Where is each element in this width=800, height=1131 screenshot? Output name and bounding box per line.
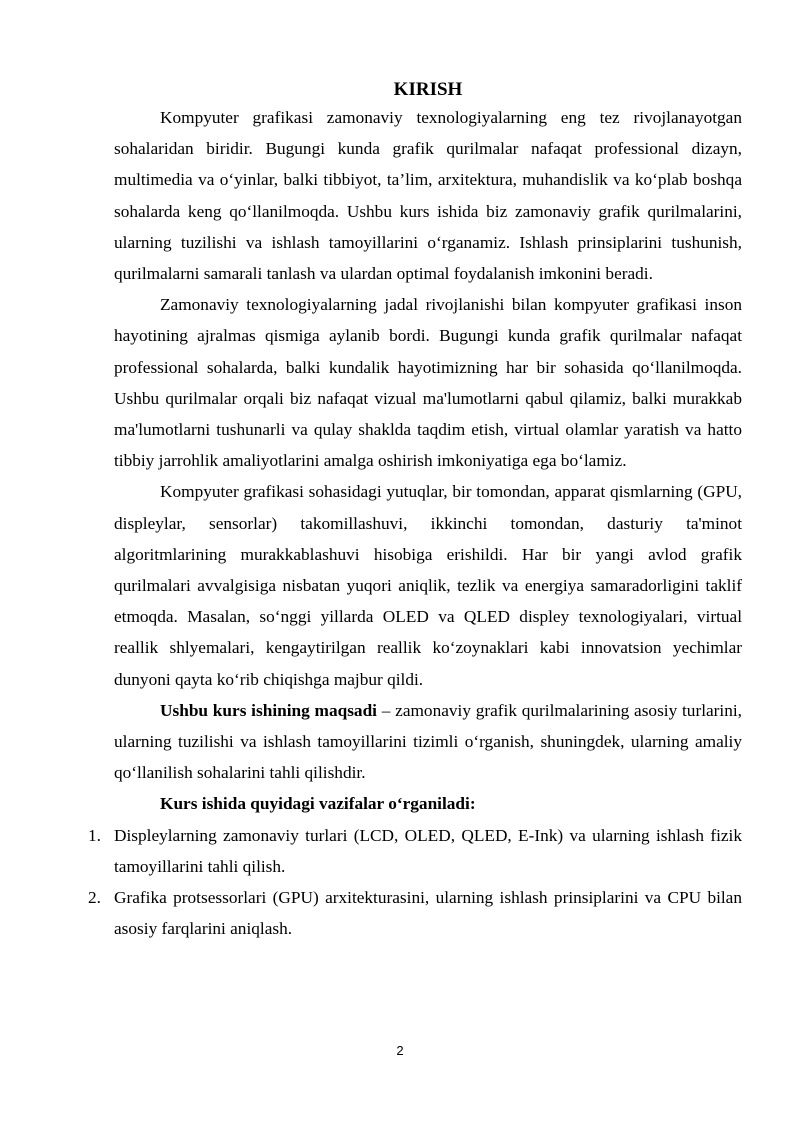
goal-label: Ushbu kurs ishining maqsadi <box>160 700 377 720</box>
goal-text: – zamonaviy grafik qurilmalarining asosiy turlarini, ularning tuzilishi va ishlash tamoyillarini tizimli o‘rganish, shuningdek, ularning amaliy qo‘llanilish sohalarini tahli qilishdir. <box>114 700 742 783</box>
section-title: KIRISH <box>393 79 463 100</box>
list-item-number: 1. <box>88 825 101 845</box>
list-item <box>88 882 742 944</box>
tasks-list <box>88 820 742 945</box>
tasks-heading: Kurs ishida quyidagi vazifalar o‘rganiladi: <box>160 794 476 814</box>
paragraph-1: Kompyuter grafikasi zamonaviy texnologiyalarning eng tez rivojlanayotgan sohalaridan biridir. Bugungi kunda grafik qurilmalar nafaqat professional dizayn, multimedia va o‘yinlar, balki tibbiyot, ta’lim, arxitektura, muhandislik va ko‘plab boshqa sohalarda keng qo‘llanilmoqda. Ushbu kurs ishida biz zamonaviy grafik qurilmalarini, ularning tuzilishi va ishlash tamoyillarini o‘rganamiz. Ishlash prinsiplarini tushunish, qurilmalarni samarali tanlash va ulardan optimal foydalanish imkonini beradi. <box>114 108 742 284</box>
page-number: 2 <box>396 1043 404 1058</box>
document-page <box>88 78 742 944</box>
goal-paragraph <box>114 695 742 789</box>
paragraph-3: Kompyuter grafikasi sohasidagi yutuqlar, bir tomondan, apparat qismlarning (GPU, displeylar, sensorlar) takomillashuvi, ikkinchi tomondan, dasturiy ta'minot algoritmlarining murakkablashuvi hisobiga erishildi. Har bir yangi avlod grafik qurilmalari avvalgisiga nisbatan yuqori aniqlik, tezlik va energiya samaradorligini taklif etmoqda. Masalan, so‘nggi yillarda OLED va QLED displey texnologiyalari, virtual reallik shlyemalari, kengaytirilgan reallik ko‘zoynaklari kabi innovatsion yechimlar dunyoni qayta ko‘rib chiqishga majbur qildi. <box>114 482 742 689</box>
paragraph-2: Zamonaviy texnologiyalarning jadal rivojlanishi bilan kompyuter grafikasi inson hayotining ajralmas qismiga aylanib bordi. Bugungi kunda grafik qurilmalar nafaqat professional sohalarda, balki kundalik hayotimizning har bir sohasida qo‘llanilmoqda. Ushbu qurilmalar orqali biz nafaqat vizual ma'lumotlarni qabul qilamiz, balki murakkab ma'lumotlarni tushunarli va qulay shaklda taqdim etish, virtual olamlar yaratish va hatto tibbiy jarrohlik amaliyotlarini amalga oshirish imkoniyatiga ega bo‘lamiz. <box>114 295 742 471</box>
list-item-number: 2. <box>88 888 101 908</box>
list-item-text: Grafika protsessorlari (GPU) arxitekturasini, ularning ishlash prinsiplarini va CPU bilan asosiy farqlarini aniqlash. <box>114 888 742 939</box>
list-item-text: Displeylarning zamonaviy turlari (LCD, OLED, QLED, E-Ink) va ularning ishlash fizik tamoyillarini tahli qilish. <box>114 825 742 876</box>
list-item <box>88 820 742 882</box>
